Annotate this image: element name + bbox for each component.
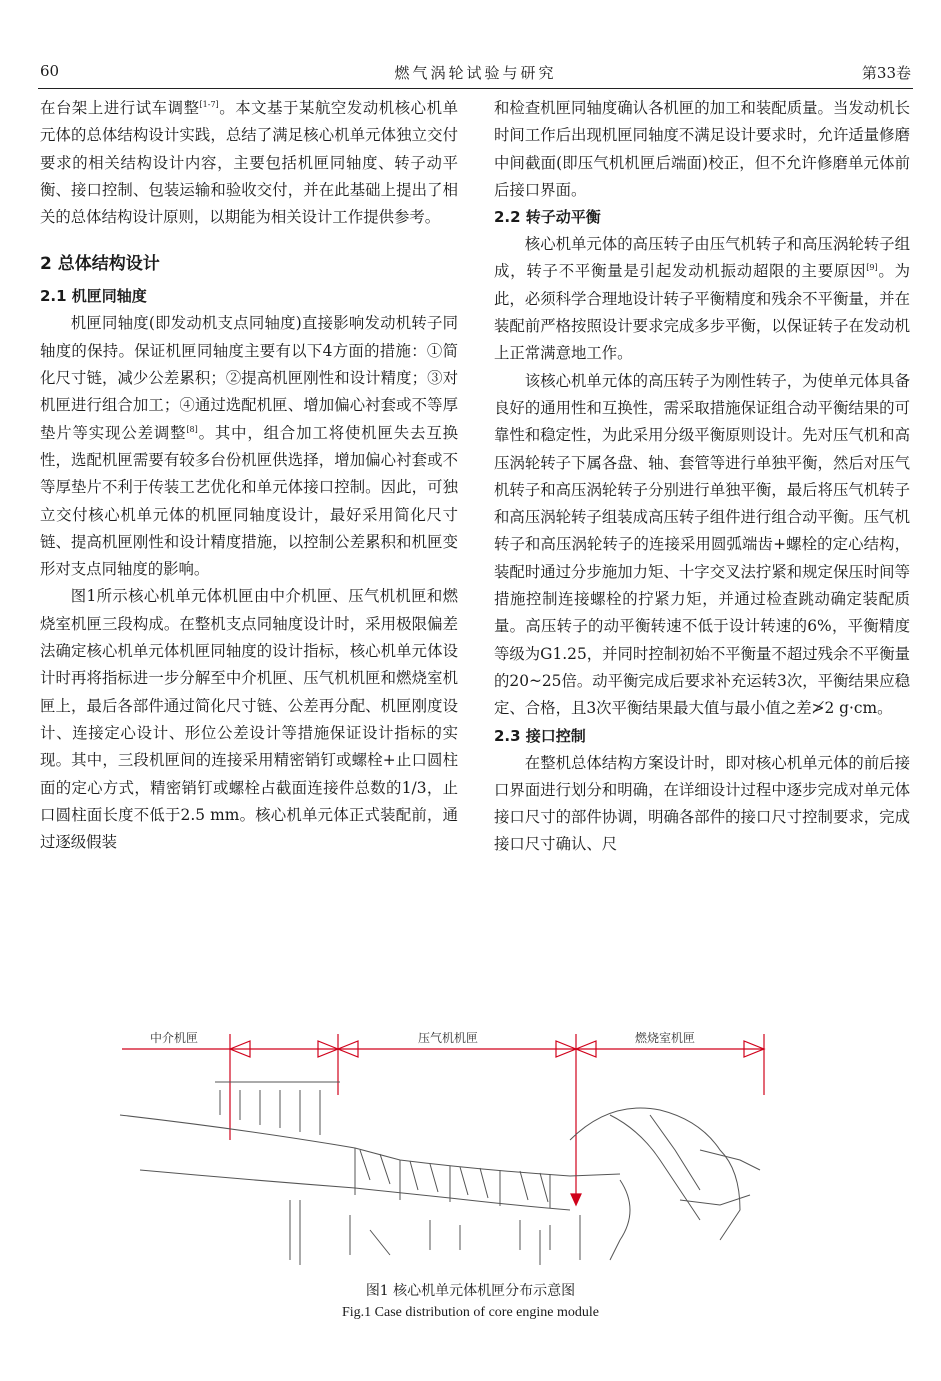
intro-paragraph: 在台架上进行试车调整[1-7]。本文基于某航空发动机核心机单元体的总体结构设计实践，总结了满足核心机单元体独立交付要求的相关结构设计内容，主要包括机匣同轴度、转子动平衡、接口控制、包装运输和验收交付，并在此基础上提出了相关的总体结构设计原则，以期能为相关设计工作提供参考。 xyxy=(40,99,458,227)
figure-caption-en: Fig.1 Case distribution of core engine module xyxy=(341,1305,599,1320)
subsection-2-2-title: 2.2 转子动平衡 xyxy=(494,208,601,227)
right-column xyxy=(494,95,910,859)
citation: [9] xyxy=(866,263,878,273)
paragraph-2-1-cont: 和检查机匣同轴度确认各机匣的加工和装配质量。当发动机长时间工作后出现机匣同轴度不满足设计要求时，允许适量修磨中间截面(即压气机机匣后端面)校正，但不允许修磨单元体前后接口界面。 xyxy=(494,99,910,199)
engine-section-drawing xyxy=(120,1082,760,1265)
figure-caption-cn: 图1 核心机单元体机匣分布示意图 xyxy=(365,1283,576,1299)
paragraph-2-2-a: 核心机单元体的高压转子由压气机转子和高压涡轮转子组成，转子不平衡量是引起发动机振动超限的主要原因[9]。为此，必须科学合理地设计转子平衡精度和残余不平衡量，并在装配前严格按照设计要求完成多步平衡，以保证转子在发动机上正常满意地工作。 xyxy=(494,235,910,363)
label-compressor-case: 压气机机匣 xyxy=(418,1031,479,1045)
subsection-2-3-title: 2.3 接口控制 xyxy=(494,726,586,745)
subsection-2-1-title: 2.1 机匣同轴度 xyxy=(40,287,147,306)
left-column xyxy=(40,95,458,856)
figure-case-distribution xyxy=(100,1020,840,1275)
journal-title: 燃气涡轮试验与研究 xyxy=(394,64,557,82)
header-rule xyxy=(38,88,913,89)
paragraph-2-1-b: 图1所示核心机单元体机匣由中介机匣、压气机机匣和燃烧室机匣三段构成。在整机支点同轴度设计时，采用极限偏差法确定核心机单元体机匣同轴度的设计指标，核心机单元体设计时再将指标进一步分解至中介机匣、压气机机匣和燃烧室机匣上，最后各部件通过简化尺寸链、公差再分配、机匣刚度设计、连接定心设计、形位公差设计等措施保证设计指标的实现。其中，三段机匣间的连接采用精密销钉或螺栓+止口圆柱面的定心方式，精密销钉或螺栓占截面连接件总数的1/3，止口圆柱面长度不低于2.5 mm。核心机单元体正式装配前，通过逐级假装 xyxy=(40,587,458,852)
citation: [1-7] xyxy=(199,99,219,109)
dimension-lines xyxy=(122,1034,764,1205)
paragraph-2-3: 在整机总体结构方案设计时，即对核心机单元体的前后接口界面进行划分和明确，在详细设计过程中逐步完成对单元体接口尺寸的部件协调，明确各部件的接口尺寸控制要求，完成接口尺寸确认、尺 xyxy=(494,753,910,854)
paragraph-2-1-a: 机匣同轴度(即发动机支点同轴度)直接影响发动机转子同轴度的保持。保证机匣同轴度主要有以下4方面的措施：①简化尺寸链，减少公差累积；②提高机匣刚性和设计精度；③对机匣进行组合加工；④通过选配机匣、增加偏心衬套或不等厚垫片等实现公差调整[8]。其中，组合加工将使机匣失去互换性，选配机匣需要有较多台份机匣供选择，增加偏心衬套或不等厚垫片不利于传装工艺优化和单元体接口控制。因此，可独立交付核心机单元体的机匣同轴度设计，最好采用简化尺寸链、提高机匣刚性和设计精度措施，以控制公差累积和机匣变形对支点同轴度的影响。 xyxy=(40,314,458,579)
label-intermediate-case: 中介机匣 xyxy=(150,1031,199,1045)
page-number: 60 xyxy=(40,62,60,80)
label-combustor-case: 燃烧室机匣 xyxy=(635,1031,696,1045)
volume-label: 第33卷 xyxy=(861,64,911,82)
page-header xyxy=(40,62,911,86)
citation: [8] xyxy=(186,424,198,434)
section-title: 2 总体结构设计 xyxy=(40,254,160,275)
paragraph-2-2-b: 该核心机单元体的高压转子为刚性转子，为使单元体具备良好的通用性和互换性，需采取措施保证组合动平衡结果的可靠性和稳定性，为此采用分级平衡原则设计。先对压气机和高压涡轮转子下属各盘、轴、套管等进行单独平衡，然后对压气机转子和高压涡轮转子分别进行单独平衡，最后将压气机转子和高压涡轮转子组装成高压转子组件进行组合动平衡。压气机转子和高压涡轮转子的连接采用圆弧端齿+螺栓的定心结构，装配时通过分步施加力矩、十字交叉法拧紧和规定保压时间等措施控制连接螺栓的拧紧力矩，并通过检查跳动确定装配质量。高压转子的动平衡转速不低于设计转速的6%，平衡精度等级为G1.25，并同时控制初始不平衡量不超过残余不平衡量的20~25倍。动平衡完成后要求补充运转3次，平衡结果应稳定、合格，且3次平衡结果最大值与最小值之差≯2 g·cm。 xyxy=(494,371,910,718)
